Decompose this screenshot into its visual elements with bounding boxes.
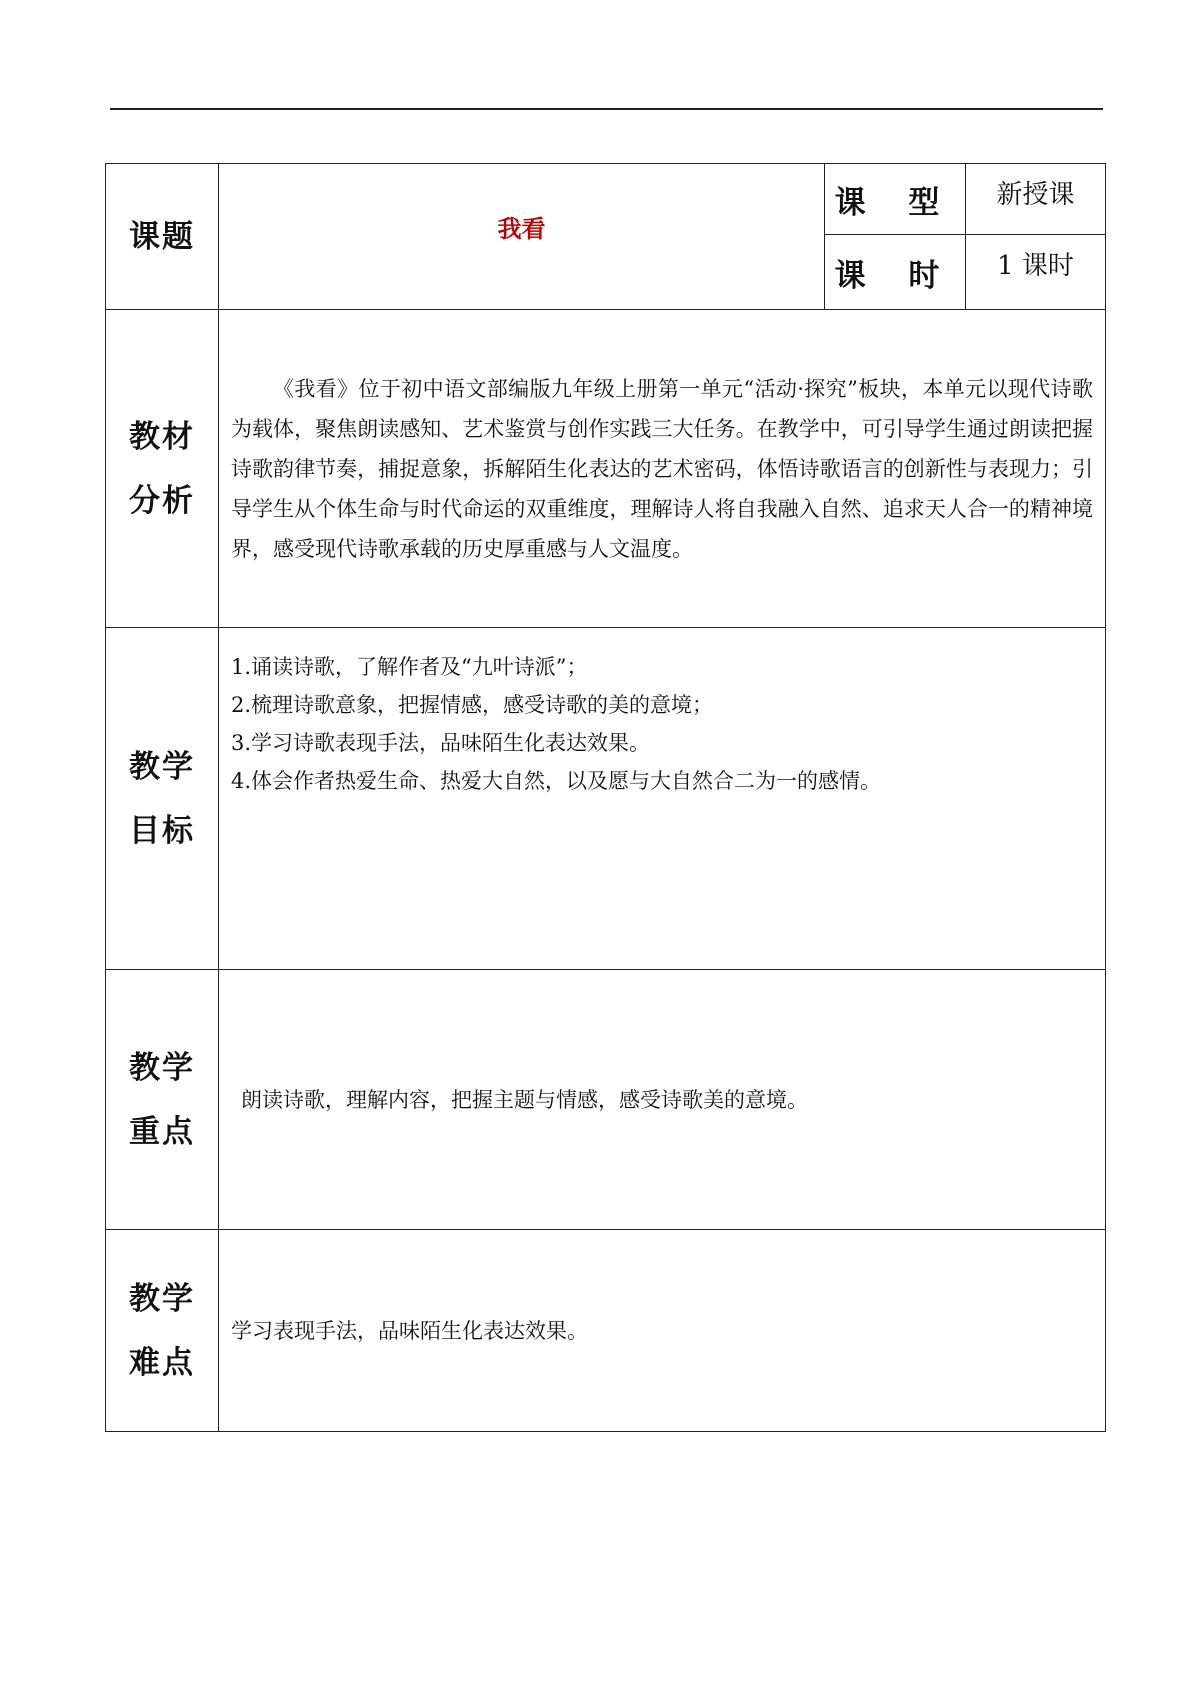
analysis-content-cell [219,310,1106,628]
difficulties-label-line2: 难点 [129,1344,195,1381]
header-rule [110,108,1103,110]
analysis-text: 《我看》位于初中语文部编版九年级上册第一单元“活动·探究”板块，本单元以现代诗歌为载体，聚焦朗读感知、艺术鉴赏与创作实践三大任务。在教学中，可引导学生通过朗读把握诗歌韵律节奏，捕捉意象，拆解陌生化表达的艺术密码，体悟诗歌语言的创新性与表现力；引导学生从个体生命与时代命运的双重维度，理解诗人将自我融入自然、追求天人合一的精神境界，感受现代诗歌承载的历史厚重感与人文温度。 [231,376,1093,561]
difficulties-text: 学习表现手法，品味陌生化表达效果。 [231,1318,588,1343]
key-points-content-cell [219,970,1106,1230]
hours-label-cell [825,235,966,310]
type-label: 课 型 [834,184,956,221]
objectives-label-line2: 目标 [129,812,195,849]
objectives-label-cell [106,628,219,970]
topic-label-cell [106,164,219,310]
objective-item: 1.诵读诗歌，了解作者及“九叶诗派”； [231,655,588,679]
hours-value: 1 课时 [997,251,1074,281]
key-points-label-cell [106,970,219,1230]
title-cell [219,164,825,310]
hours-label: 课 时 [834,257,956,294]
hours-value-cell [966,235,1106,310]
topic-label: 课题 [129,218,195,255]
analysis-label-cell [106,310,219,628]
difficulties-content-cell [219,1230,1106,1432]
key-points-label-line2: 重点 [129,1113,195,1150]
type-label-cell [825,164,966,235]
key-points-text: 朗读诗歌，理解内容，把握主题与情感，感受诗歌美的意境。 [241,1087,808,1112]
type-value: 新授课 [996,180,1075,210]
difficulties-label-cell [106,1230,219,1432]
objectives-content-cell [219,628,1106,970]
analysis-label-line1: 教材 [129,418,195,455]
objective-item: 2.梳理诗歌意象，把握情感，感受诗歌的美的意境； [231,693,714,717]
lesson-plan-table [105,163,1106,1432]
objective-item: 4.体会作者热爱生命、热爱大自然，以及愿与大自然合二为一的感情。 [231,769,882,793]
difficulties-label-line1: 教学 [129,1280,195,1317]
key-points-label-line1: 教学 [129,1049,195,1086]
lesson-title: 我看 [497,215,546,243]
objective-item: 3.学习诗歌表现手法，品味陌生化表达效果。 [231,731,651,755]
type-value-cell [966,164,1106,235]
analysis-label-line2: 分析 [129,482,195,519]
objectives-label-line1: 教学 [129,748,195,785]
